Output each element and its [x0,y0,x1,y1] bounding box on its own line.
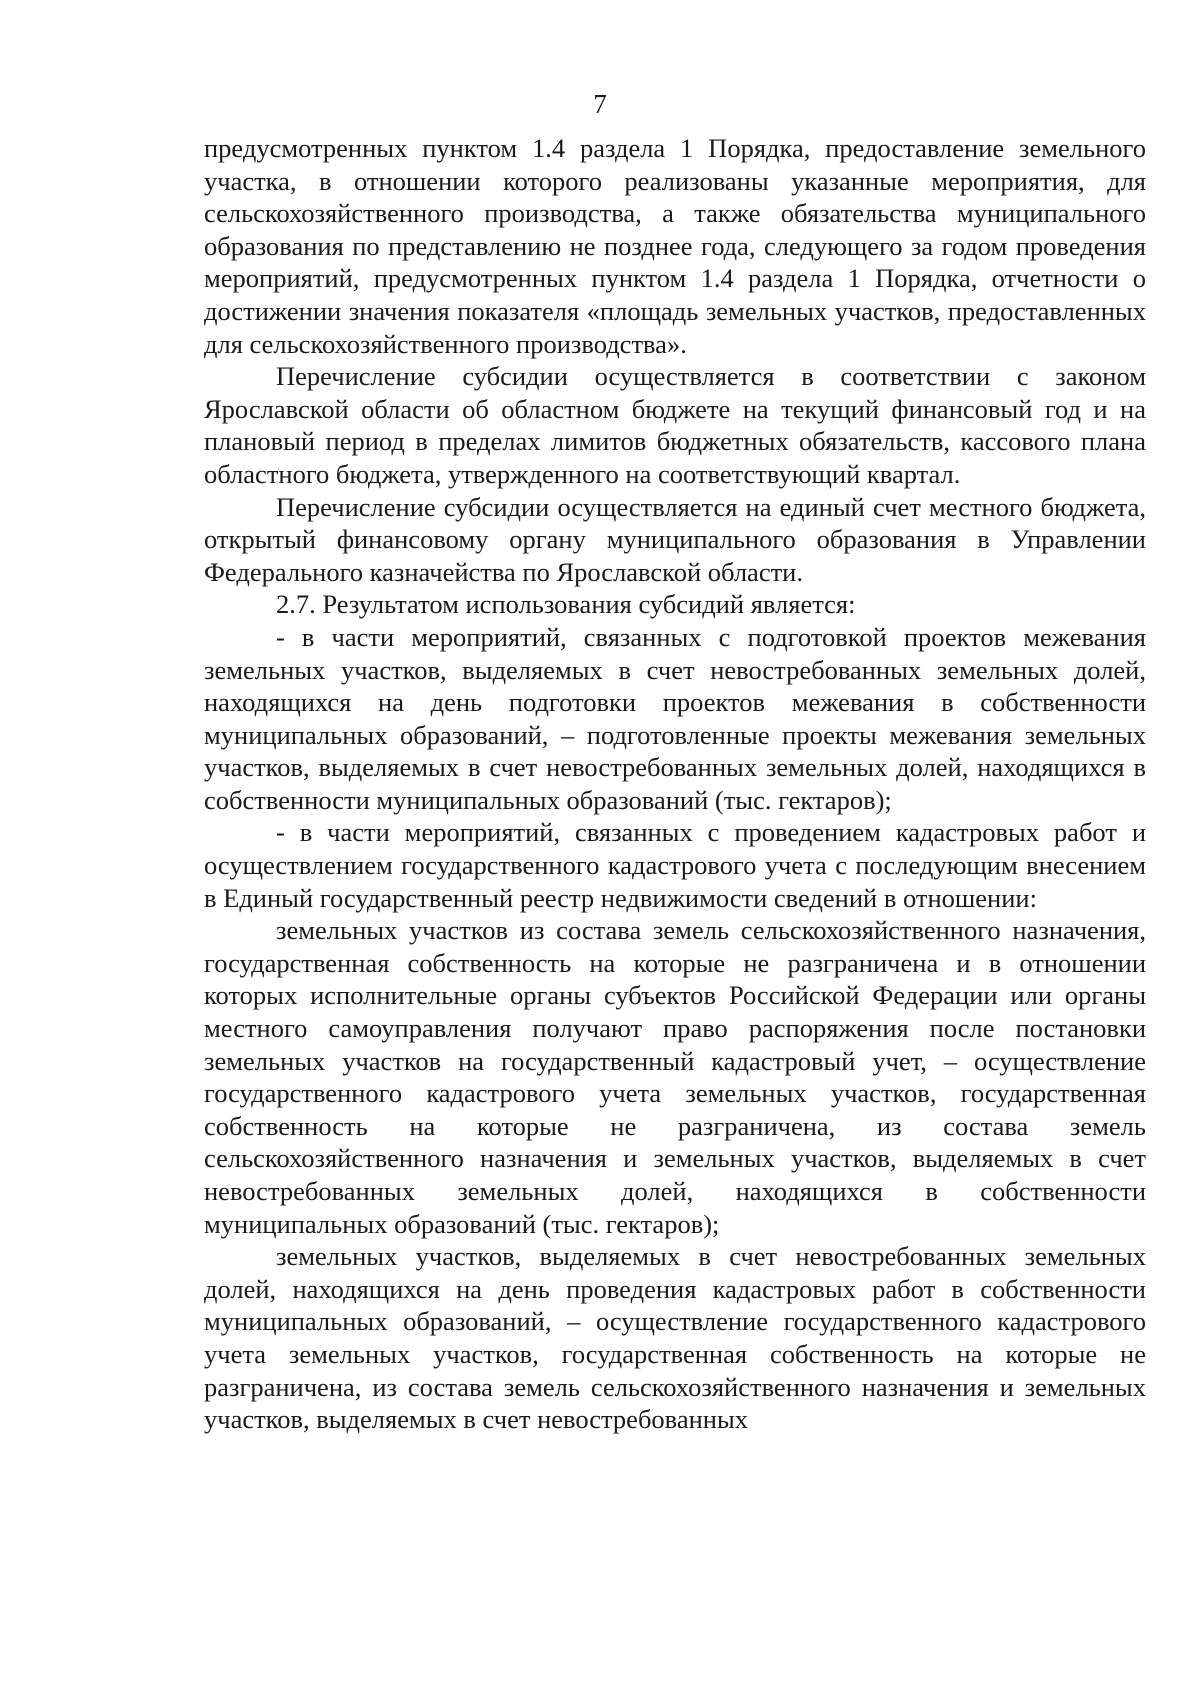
paragraph-1: предусмотренных пунктом 1.4 раздела 1 Порядка, предоставление земельного участка, в отношении которого реализованы указанные мероприятия, для сельскохозяйственного производства, а также обязательства муниципального образования по представлению не позднее года, следующего за годом проведения мероприятий, предусмотренных пунктом 1.4 раздела 1 Порядка, отчетности о достижении значения показателя «площадь земельных участков, предоставленных для сельскохозяйственного производства». [204,133,1146,359]
paragraph-6: - в части мероприятий, связанных с проведением кадастровых работ и осуществлением государственного кадастрового учета с последующим внесением в Единый государственный реестр недвижимости сведений в отношении: [204,817,1146,913]
paragraph-5: - в части мероприятий, связанных с подготовкой проектов межевания земельных участков, выделяемых в счет невостребованных земельных долей, находящихся на день подготовки проектов межевания в собственности муниципальных образований, – подготовленные проекты межевания земельных участков, выделяемых в счет невостребованных земельных долей, находящихся в собственности муниципальных образований (тыс. гектаров); [204,621,1146,815]
paragraph-3: Перечисление субсидии осуществляется на единый счет местного бюджета, открытый финансовому органу муниципального образования в Управлении Федерального казначейства по Ярославской области. [204,491,1146,587]
paragraph-4: 2.7. Результатом использования субсидий является: [276,589,856,620]
paragraph-7: земельных участков из состава земель сельскохозяйственного назначения, государственная собственность на которые не разграничена и в отношении которых исполнительные органы субъектов Российской Федерации или органы местного самоуправления получают право распоряжения после постановки земельных участков на государственный кадастровый учет, – осуществление государственного кадастрового учета земельных участков, государственная собственность на которые не разграничена, из состава земель сельскохозяйственного назначения и земельных участков, выделяемых в счет невостребованных земельных долей, находящихся в собственности муниципальных образований (тыс. гектаров); [204,915,1146,1239]
document-body [204,132,1146,1436]
paragraph-2: Перечисление субсидии осуществляется в соответствии с законом Ярославской области об областном бюджете на текущий финансовый год и на плановый период в пределах лимитов бюджетных обязательств, кассового плана областного бюджета, утвержденного на соответствующий квартал. [204,361,1146,489]
page-number: 7 [593,89,607,119]
paragraph-8: земельных участков, выделяемых в счет невостребованных земельных долей, находящихся на день проведения кадастровых работ в собственности муниципальных образований, – осуществление государственного кадастрового учета земельных участков, государственная собственность на которые не разграничена, из состава земель сельскохозяйственного назначения и земельных участков, выделяемых в счет невостребованных [204,1241,1146,1435]
